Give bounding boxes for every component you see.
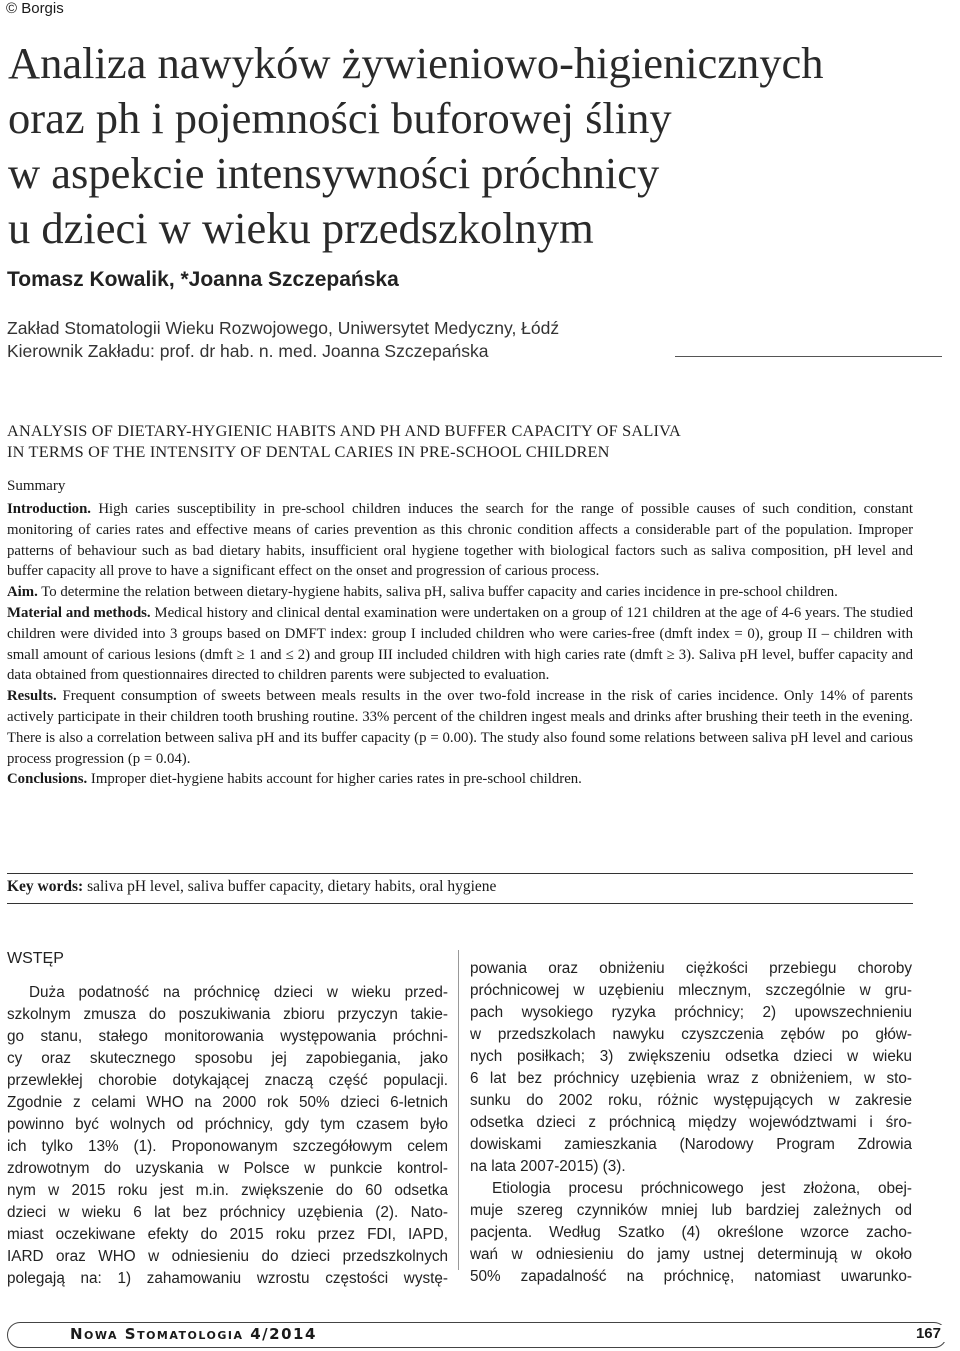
text-line: wań w odniesieniu do jamy ustnej determinują w około bbox=[470, 1246, 912, 1263]
page-number: 167 bbox=[910, 1325, 947, 1342]
text-line: na lata 2007-2015) (3). bbox=[470, 1158, 626, 1175]
article-title bbox=[8, 36, 938, 256]
keywords-bottom-rule bbox=[7, 903, 913, 904]
text-line: szkolnym zmusza do poszukiwania zbioru przyczyn takie- bbox=[7, 1006, 448, 1023]
column-divider bbox=[458, 950, 459, 1270]
keywords-text: saliva pH level, saliva buffer capacity, dietary habits, oral hygiene bbox=[83, 878, 497, 895]
affiliation-line: Zakład Stomatologii Wieku Rozwojowego, Uniwersytet Medyczny, Łódź bbox=[7, 318, 560, 338]
summary-text: High caries susceptibility in pre-school children induces the search for the range of possible causes of such condition, constant monitoring of caries rates and effective means of caries prevention as this chronic condition affects a considerable part of the population. Improper patterns of behaviour such as bad dietary habits, insufficient oral hygiene together with biological factors such as saliva composition, pH level and buffer capacity all prove to have a significant effect on the onset and progression of carious process. bbox=[7, 501, 913, 580]
summary-text: Improper diet-hygiene habits account for higher caries rates in pre-school children. bbox=[87, 771, 582, 788]
text-line: odsetka dzieci z próchnicą między województwami i śro- bbox=[470, 1114, 912, 1131]
text-line: 50% zapadalność na próchnicę, natomiast uwarunko- bbox=[470, 1268, 912, 1285]
title-line: w aspekcie intensywności próchnicy bbox=[8, 148, 660, 198]
text-line: Zgodnie z celami WHO na 2000 rok 50% dzieci 6-letnich bbox=[7, 1094, 448, 1111]
summary-paragraph bbox=[7, 582, 913, 603]
etiology-paragraph bbox=[470, 1178, 912, 1288]
copyright-notice: © Borgis bbox=[6, 0, 64, 17]
text-line: nym w 2015 roku jest m.in. zwiększenie do 60 odsetka bbox=[7, 1182, 448, 1199]
title-line: Analiza nawyków żywieniowo-higienicznych bbox=[8, 38, 824, 88]
keywords-top-rule bbox=[7, 873, 913, 874]
text-line: przewlekłej chorobie dotykającej znaczą część populacji. bbox=[7, 1072, 448, 1089]
text-line: dowiskami zamieszkania (Narodowy Program Zdrowia bbox=[470, 1136, 912, 1153]
affiliation-rule bbox=[675, 356, 942, 357]
summary bbox=[7, 499, 913, 790]
text-line: powinno być wolnych od próchnicy, gdy tym czasem było bbox=[7, 1116, 448, 1133]
summary-text: To determine the relation between dietary-hygiene habits, saliva pH, saliva buffer capacity and caries incidence in pre-school children. bbox=[37, 584, 838, 601]
summary-paragraph bbox=[7, 603, 913, 686]
summary-paragraph bbox=[7, 686, 913, 769]
text-line: IARD oraz WHO w odniesieniu do dzieci przedszkolnych bbox=[7, 1248, 448, 1265]
keywords-label: Key words: bbox=[7, 878, 84, 895]
title-line: oraz ph i pojemności buforowej śliny bbox=[8, 93, 672, 143]
summary-label: Introduction. bbox=[7, 501, 92, 517]
affiliation-line: Kierownik Zakładu: prof. dr hab. n. med. Joanna Szczepańska bbox=[7, 341, 489, 361]
summary-label: Material and methods. bbox=[7, 604, 151, 621]
text-line: ich tylko 13% (1). Proponowanym szczegółowym celem bbox=[7, 1138, 448, 1155]
text-line: powania oraz obniżeniu ciężkości przebiegu choroby bbox=[470, 960, 912, 977]
page-footer bbox=[7, 1322, 947, 1350]
english-title bbox=[7, 420, 681, 462]
text-line: w przedszkolach nawyku czyszczenia zębów po głów- bbox=[470, 1026, 912, 1043]
title-line: u dzieci w wieku przedszkolnym bbox=[8, 203, 594, 253]
continued-paragraph bbox=[470, 958, 912, 1178]
summary-label: Aim. bbox=[7, 584, 38, 601]
text-line: polegają na: 1) zahamowaniu wzrostu częstości wystę- bbox=[7, 1270, 448, 1287]
text-line: zdrowotnym do uzyskania w Polsce w punkcie kontrol- bbox=[7, 1160, 448, 1177]
english-title-line: IN TERMS OF THE INTENSITY OF DENTAL CARIES IN PRE-SCHOOL CHILDREN bbox=[7, 442, 610, 461]
summary-paragraph bbox=[7, 499, 913, 582]
summary-text: Medical history and clinical dental examination were undertaken on a group of 121 children at the age of 4-6 years. The studied children were divided into 3 groups based on DMFT index: group I included children who were caries-free (dmft index = 0), group II – children with small amount of carious lesions (dmft ≥ 1 and ≤ 2) and group III included children with high caries rate (dmft ≥ 3). Saliva pH level, buffer capacity and data obtained from questionnaires directed to children parents were subjected to evaluation. bbox=[7, 604, 913, 684]
right-column bbox=[470, 958, 912, 1288]
intro-paragraph bbox=[7, 982, 448, 1290]
text-line: pacjenta. Według Szatko (4) określone wzorce zacho- bbox=[470, 1224, 912, 1241]
text-line: cy oraz skutecznego sposobu jej zapobiegania, jako bbox=[7, 1050, 448, 1067]
text-line: muje szereg czynników mniej lub bardziej zależnych od bbox=[470, 1202, 912, 1219]
left-column bbox=[7, 948, 448, 1290]
summary-text: Frequent consumption of sweets between meals results in the over two-fold increase in the risk of caries incidence. Only 14% of parents actively participate in their children tooth brushing routine. 33% percent of the children ingest meals and drinks after brushing their teeth in the evening. There is also a correlation between saliva pH and its buffer capacity (p = 0.00). The study also found some relations between saliva pH level and carious process progression (p = 0.04). bbox=[7, 688, 913, 767]
journal-name: Nowa Stomatologia 4/2014 bbox=[62, 1325, 325, 1343]
section-heading: WSTĘP bbox=[7, 950, 64, 967]
text-line: pach wysokiego ryzyka próchnicy; 2) upowszechnieniu bbox=[470, 1004, 912, 1021]
text-line: dzieci w wieku 6 lat bez próchnicy uzębienia (2). Nato- bbox=[7, 1204, 448, 1221]
affiliation bbox=[7, 317, 559, 363]
text-line: sunku do 2002 roku, różnic występujących w zakresie bbox=[470, 1092, 912, 1109]
summary-paragraph bbox=[7, 769, 913, 790]
summary-heading: Summary bbox=[7, 478, 66, 494]
summary-label: Results. bbox=[7, 688, 57, 705]
summary-label: Conclusions. bbox=[7, 771, 88, 788]
text-line: Duża podatność na próchnicę dzieci w wieku przed- bbox=[29, 984, 448, 1001]
text-line: próchnicowej w uzębieniu mlecznym, szczególnie w gru- bbox=[470, 982, 912, 999]
text-line: nych posiłkach; 3) zwiększeniu odsetka dzieci w wieku bbox=[470, 1048, 912, 1065]
text-line: go stanu, stałego monitorowania występowania próchni- bbox=[7, 1028, 448, 1045]
text-line: miast oczekiwane efekty do 2015 roku przez FDI, IAPD, bbox=[7, 1226, 448, 1243]
text-line: Etiologia procesu próchnicowego jest złożona, obej- bbox=[492, 1180, 912, 1197]
english-title-line: ANALYSIS OF DIETARY-HYGIENIC HABITS AND PH AND BUFFER CAPACITY OF SALIVA bbox=[7, 421, 681, 440]
keywords bbox=[7, 878, 496, 896]
text-line: 6 lat bez próchnicy uzębienia wraz z obniżeniem, w sto- bbox=[470, 1070, 912, 1087]
authors: Tomasz Kowalik, *Joanna Szczepańska bbox=[7, 268, 399, 291]
